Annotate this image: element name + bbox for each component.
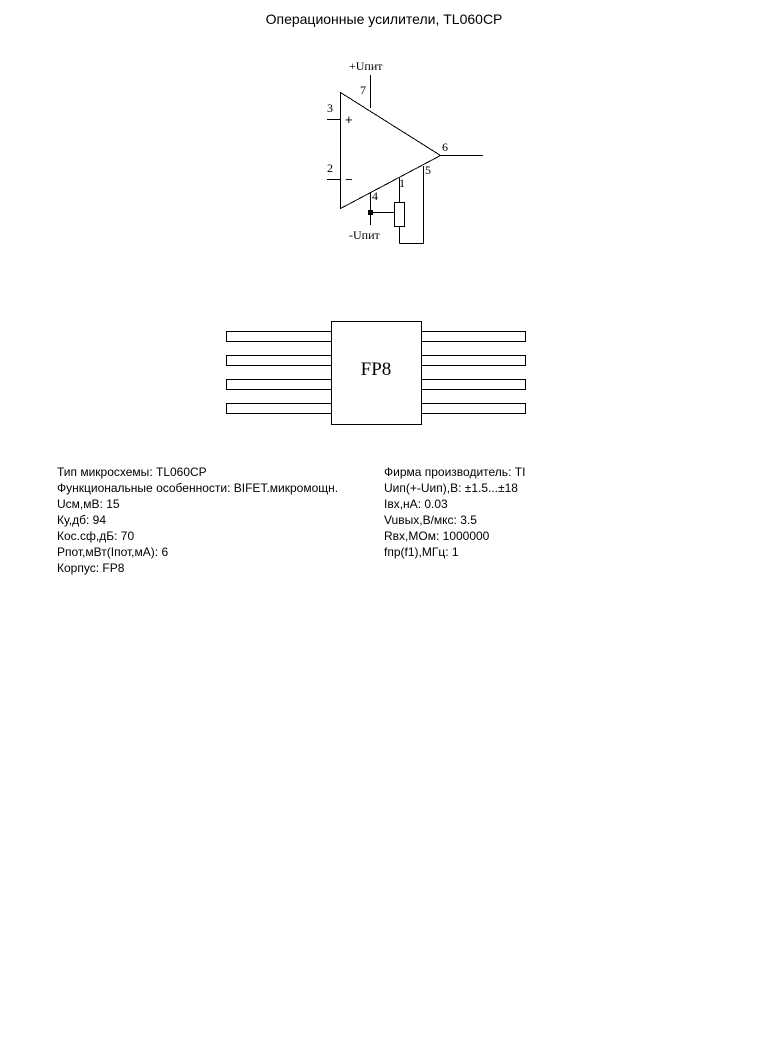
spec-supply-voltage: Uип(+-Uип),В: ±1.5...±18 [384,481,518,495]
minus-sign: − [345,172,353,187]
lead-left-3 [227,380,332,390]
spec-manufacturer: Фирма производитель: TI [384,465,526,479]
pin-6-label: 6 [442,140,448,154]
pin-4-label: 4 [372,189,378,203]
lead-right-2 [422,356,526,366]
spec-cmrr: Кос.сф,дБ: 70 [57,529,135,543]
pin-2-label: 2 [327,161,333,175]
pin-1-label: 1 [399,176,405,190]
pin-3-label: 3 [327,101,333,115]
spec-offset-voltage: Uсм,мВ: 15 [57,497,120,511]
spec-input-resistance: Rвх,МОм: 1000000 [384,529,490,543]
spec-package: Корпус: FP8 [57,561,125,575]
spec-bandwidth: fпр(f1),МГц: 1 [384,545,459,559]
lead-right-4 [422,404,526,414]
lead-left-1 [227,332,332,342]
package-outline [0,0,768,460]
lead-right-1 [422,332,526,342]
spec-features: Функциональные особенности: BIFET.микромощн. [57,481,339,495]
pin-7-label: 7 [360,83,366,97]
spec-gain: Ку,дб: 94 [57,513,107,527]
lead-right-3 [422,380,526,390]
spec-chip-type: Тип микросхемы: TL060CP [57,465,207,479]
package-label: FP8 [360,359,392,380]
page-title: Операционные усилители, TL060CP [265,11,503,27]
specs-right [384,464,525,560]
specs-left [57,464,338,576]
lead-left-2 [227,356,332,366]
supply-neg-label: -Uпит [349,228,380,242]
spec-power: Рпот,мВт(Iпот,мА): 6 [57,545,169,559]
lead-left-4 [227,404,332,414]
plus-sign: + [345,112,353,127]
spec-input-current: Iвх,нА: 0.03 [384,497,448,511]
spec-slew-rate: Vuвых,В/мкс: 3.5 [384,513,477,527]
pin-5-label: 5 [425,163,431,177]
supply-pos-label: +Uпит [349,59,383,73]
